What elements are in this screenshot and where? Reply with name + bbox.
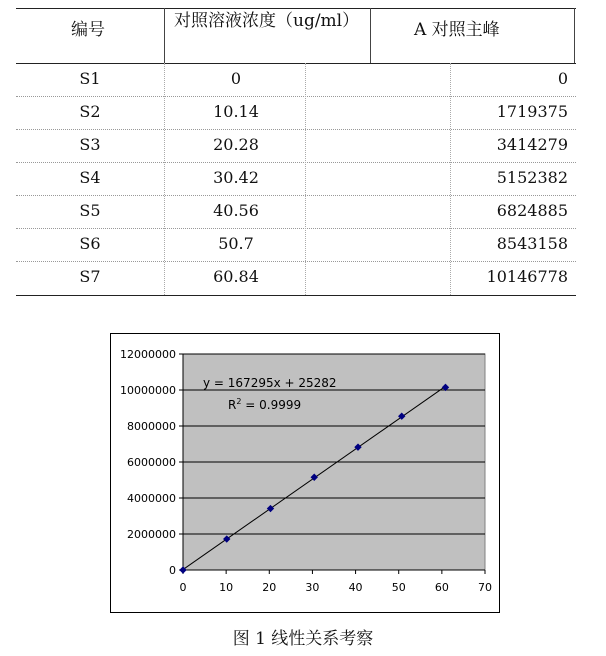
cell-peak: 0	[557, 69, 568, 88]
x-tick-label: 0	[179, 581, 187, 594]
header-peak: A 对照主峰	[414, 20, 500, 40]
row-divider	[16, 261, 576, 262]
cell-id: S3	[79, 135, 101, 154]
row-divider	[16, 228, 576, 229]
x-tick-label: 20	[262, 581, 277, 594]
y-axis-ticks	[120, 348, 183, 577]
cell-peak: 1719375	[496, 102, 568, 121]
cell-peak: 10146778	[486, 267, 568, 286]
figure-caption: 图 1 线性关系考察	[232, 629, 374, 649]
col-divider	[574, 8, 575, 63]
cell-concentration: 10.14	[213, 102, 259, 121]
x-tick-label: 60	[434, 581, 449, 594]
y-tick-label: 0	[169, 564, 176, 577]
cell-peak: 3414279	[496, 135, 568, 154]
col-divider	[164, 63, 165, 295]
cell-peak: 8543158	[496, 234, 568, 253]
cell-id: S7	[79, 267, 101, 286]
equation-label: y = 167295x + 25282	[203, 376, 337, 390]
col-divider	[450, 63, 451, 295]
header-concentration: 对照溶液浓度（ug/ml）	[174, 11, 360, 31]
row-divider	[16, 129, 576, 130]
cell-id: S6	[79, 234, 101, 253]
table-bottom-rule	[16, 295, 576, 296]
data-table	[16, 8, 576, 296]
y-tick-label: 12000000	[120, 348, 176, 361]
col-divider	[164, 8, 165, 63]
x-tick-label: 40	[348, 581, 363, 594]
row-divider	[16, 96, 576, 97]
cell-id: S1	[79, 69, 101, 88]
cell-id: S2	[79, 102, 101, 121]
cell-concentration: 40.56	[213, 201, 259, 220]
y-tick-label: 4000000	[127, 492, 176, 505]
col-divider	[305, 63, 306, 295]
x-tick-label: 50	[391, 581, 406, 594]
y-tick-label: 10000000	[120, 384, 176, 397]
cell-concentration: 20.28	[213, 135, 259, 154]
cell-concentration: 0	[230, 69, 242, 88]
cell-id: S5	[79, 201, 101, 220]
cell-peak: 6824885	[496, 201, 568, 220]
row-divider	[16, 195, 576, 196]
y-tick-label: 6000000	[127, 456, 176, 469]
x-tick-label: 30	[305, 581, 320, 594]
chart-frame	[110, 333, 500, 613]
table-top-rule	[16, 8, 576, 9]
x-tick-label: 70	[478, 581, 492, 594]
cell-id: S4	[79, 168, 101, 187]
r-squared-value: = 0.9999	[241, 398, 302, 412]
y-tick-label: 8000000	[127, 420, 176, 433]
x-tick-label: 10	[219, 581, 234, 594]
r-squared-superscript: 2	[236, 397, 242, 406]
y-tick-label: 2000000	[127, 528, 176, 541]
cell-peak: 5152382	[496, 168, 568, 187]
cell-concentration: 50.7	[218, 234, 254, 253]
col-divider	[370, 8, 371, 63]
chart	[111, 334, 499, 612]
x-axis-ticks	[180, 570, 493, 594]
row-divider	[16, 162, 576, 163]
cell-concentration: 60.84	[213, 267, 259, 286]
r-squared-symbol: R	[228, 398, 237, 412]
cell-concentration: 30.42	[213, 168, 259, 187]
table-header-rule	[16, 63, 576, 64]
header-id: 编号	[71, 20, 105, 40]
